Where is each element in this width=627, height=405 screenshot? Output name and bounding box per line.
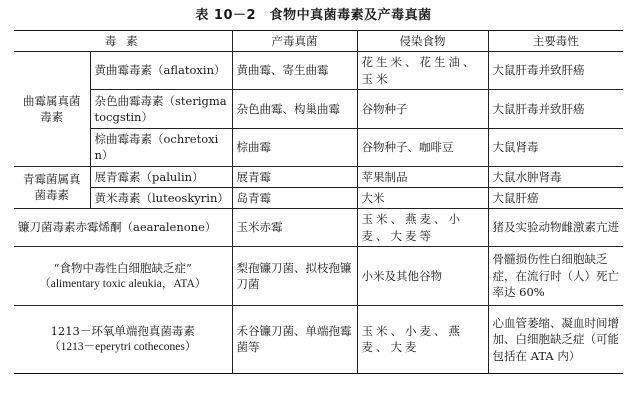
toxin-cell: 展青霉素（palulin） — [90, 166, 232, 187]
food-cell: 玉米、小麦、燕麦、大麦 — [357, 305, 488, 373]
toxin-latin: （alimentary toxic aleukia，ATA） — [39, 277, 207, 290]
toxicity-cell: 大鼠肝癌 — [488, 187, 623, 208]
toxin-cell: 黄米毒素（luteoskyrin） — [90, 187, 232, 208]
fungi-cell: 玉米赤霉 — [232, 209, 357, 247]
table-row — [14, 305, 623, 373]
toxin-latin: （1213－eperytri cothecones） — [49, 341, 197, 354]
table-row — [14, 52, 623, 90]
fungi-cell: 黄曲霉、寄生曲霉 — [232, 52, 357, 90]
toxicity-cell: 猪及实验动物雌激素亢进 — [488, 209, 623, 247]
table-row — [14, 209, 623, 247]
food-cell: 大米 — [357, 187, 488, 208]
table-row — [14, 89, 623, 128]
header-row — [14, 31, 623, 52]
toxin-cell — [14, 305, 232, 373]
table-row — [14, 128, 623, 166]
food-cell: 苹果制品 — [357, 166, 488, 187]
toxicity-cell: 心血管萎缩、凝血时间增加、白细胞缺乏症（可能包括在 ATA 内） — [488, 305, 623, 373]
group-aspergillus: 曲霉属真菌毒素 — [14, 52, 90, 166]
group-penicillium: 青霉菌属真菌毒素 — [14, 166, 90, 209]
toxin-name: 1213－环氧单端孢真菌毒素 — [50, 324, 195, 339]
toxicity-cell: 骨髓损伤性白细胞缺乏症，在流行时（人）死亡率达 60% — [488, 246, 623, 305]
toxicity-cell: 大鼠肝毒并致肝癌 — [488, 89, 623, 128]
toxicity-cell: 大鼠水肿肾毒 — [488, 166, 623, 187]
toxicity-cell: 大鼠肾毒 — [488, 128, 623, 166]
mycotoxin-table — [14, 30, 623, 374]
fungi-cell: 棕曲霉 — [232, 128, 357, 166]
toxin-cell — [14, 246, 232, 305]
food-cell: 小米及其他谷物 — [357, 246, 488, 305]
fungi-cell: 梨孢镰刀菌、拟枝孢镰刀菌 — [232, 246, 357, 305]
toxin-cell: 棕曲霉毒素（ochretoxin） — [90, 128, 232, 166]
table-title: 表 10－2 食物中真菌毒素及产毒真菌 — [195, 8, 432, 23]
header-fungi: 产毒真菌 — [232, 31, 357, 52]
toxin-name: “食物中毒性白细胞缺乏症” — [53, 260, 192, 275]
toxin-cell: 镰刀菌毒素赤霉烯酮（aearalenone） — [14, 209, 232, 247]
fungi-cell: 展青霉 — [232, 166, 357, 187]
table-row — [14, 187, 623, 208]
food-cell: 谷物种子 — [357, 89, 488, 128]
toxin-cell: 黄曲霉毒素（aflatoxin） — [90, 52, 232, 90]
food-cell: 花生米、花生油、玉米 — [357, 52, 488, 90]
header-toxicity: 主要毒性 — [488, 31, 623, 52]
header-toxin: 毒 素 — [14, 31, 232, 52]
table-row — [14, 166, 623, 187]
table-row — [14, 246, 623, 305]
header-food: 侵染食物 — [357, 31, 488, 52]
fungi-cell: 禾谷镰刀菌、单端孢霉菌等 — [232, 305, 357, 373]
food-cell: 谷物种子、咖啡豆 — [357, 128, 488, 166]
fungi-cell: 岛青霉 — [232, 187, 357, 208]
fungi-cell: 杂色曲霉、构巢曲霉 — [232, 89, 357, 128]
food-cell: 玉米、燕麦、小麦、大麦等 — [357, 209, 488, 247]
toxicity-cell: 大鼠肝毒并致肝癌 — [488, 52, 623, 90]
toxin-cell: 杂色曲霉毒素（sterigmatocgstin） — [90, 89, 232, 128]
